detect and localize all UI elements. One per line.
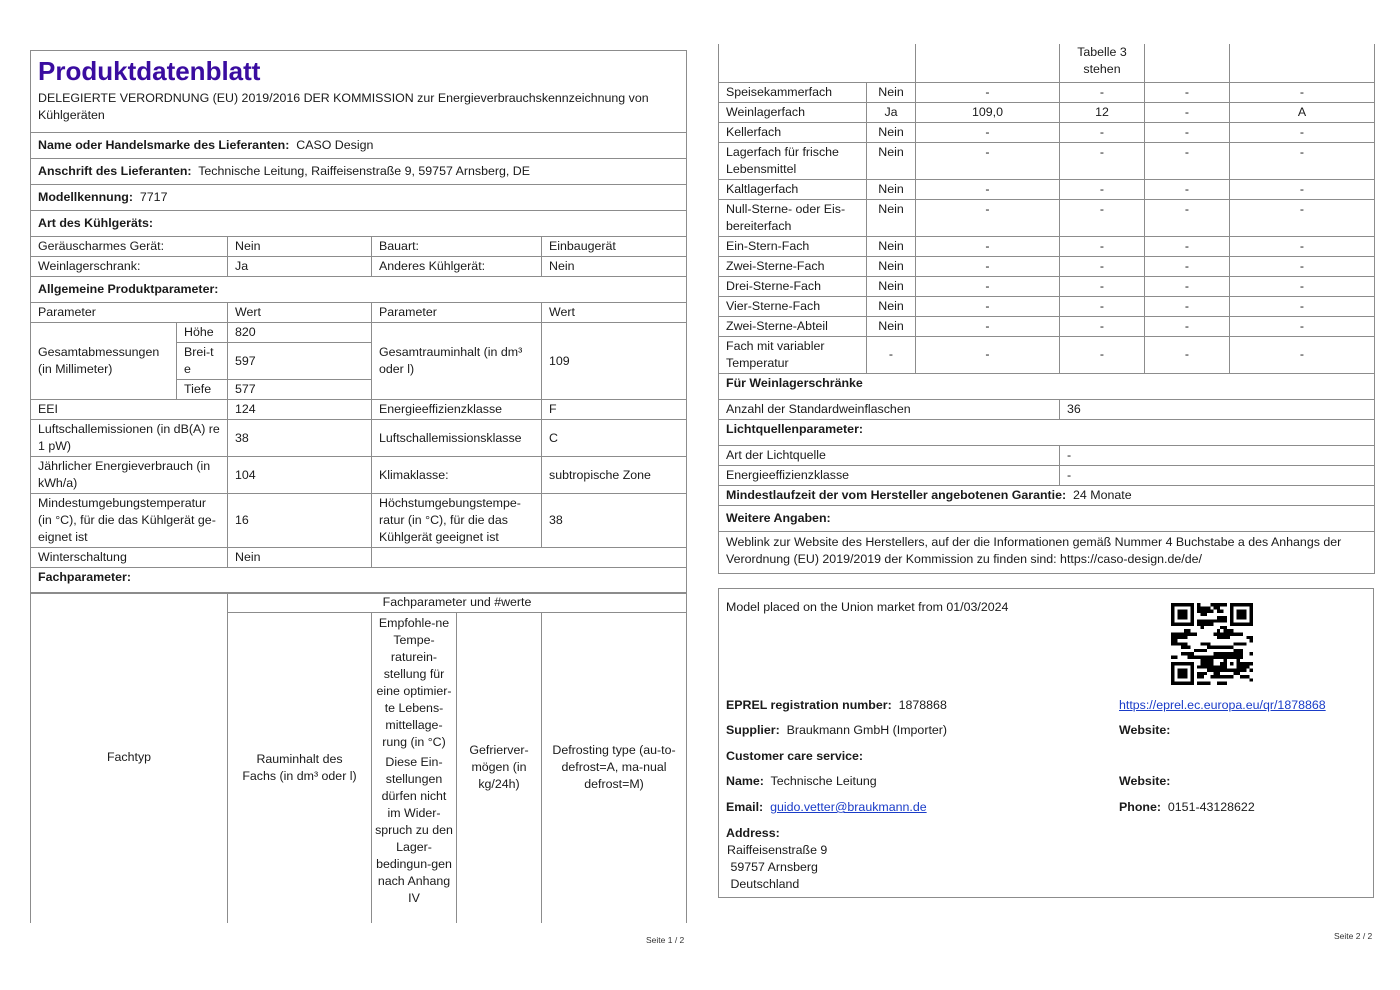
model-label: Modellkennung: — [38, 190, 133, 204]
param-label: Energieeffizienzklasse — [372, 400, 542, 420]
compartment-defrost: - — [1230, 316, 1375, 336]
website-label: Website: — [1119, 774, 1171, 788]
address-line: Deutschland — [727, 877, 800, 891]
compartment-present: Nein — [867, 179, 916, 199]
compartment-present: Nein — [867, 296, 916, 316]
compartment-freezing: - — [1145, 256, 1230, 276]
compartment-defrost: - — [1230, 199, 1375, 236]
temperature-header-a: Empfohle-ne Tempe-raturein-stellung für eine optimier-te Lebens-mittellage-rung (in °C) — [376, 616, 452, 749]
compartment-name: Ein-Stern-Fach — [719, 236, 867, 256]
compartment-volume: - — [916, 316, 1060, 336]
compartment-row — [719, 102, 1375, 122]
compartment-name: Weinlagerfach — [719, 102, 867, 122]
temperature-header-b: Diese Ein-stellungen dürfen nicht im Wider-spruch zu den Lager-bedingun-gen nach Anhang IV — [375, 755, 453, 905]
light-class-label: Energieeffizienzklasse — [719, 465, 1060, 485]
compartment-name: Kellerfach — [719, 122, 867, 142]
type-value-2: Nein — [542, 257, 687, 277]
param-header: Parameter — [372, 303, 542, 323]
compartment-volume: - — [916, 256, 1060, 276]
compartment-volume: - — [916, 236, 1060, 256]
email-label: Email: — [726, 800, 764, 814]
compartment-present: Nein — [867, 276, 916, 296]
param-value: 16 — [228, 494, 372, 548]
param-row — [31, 400, 687, 420]
email-link[interactable]: guido.vetter@braukmann.de — [770, 800, 927, 814]
col-freezing-capacity: Gefrierver-mögen (in kg/24h) — [457, 613, 542, 923]
compartment-defrost: - — [1230, 276, 1375, 296]
light-type-value: - — [1060, 445, 1375, 465]
type-row — [31, 237, 687, 257]
col-compartment-type: Fachtyp — [31, 593, 228, 923]
supplier-name-row — [31, 133, 687, 159]
compartment-temperature: - — [1060, 179, 1145, 199]
compartment-row — [719, 179, 1375, 199]
compartment-volume: - — [916, 276, 1060, 296]
col-temperature — [372, 613, 457, 923]
compartment-row — [719, 199, 1375, 236]
bottles-row — [719, 399, 1375, 419]
supplier-name-value: CASO Design — [296, 138, 374, 152]
depth-value: 577 — [228, 380, 372, 400]
general-params-heading: Allgemeine Produktparameter: — [31, 277, 687, 303]
compartment-freezing: - — [1145, 142, 1230, 179]
type-value-1: Ja — [228, 257, 372, 277]
compartment-temperature: - — [1060, 316, 1145, 336]
compartment-defrost: - — [1230, 82, 1375, 102]
warranty-row — [719, 485, 1375, 505]
compartment-temperature: - — [1060, 199, 1145, 236]
title-cell — [31, 51, 687, 133]
compartment-present: Nein — [867, 256, 916, 276]
height-label: Höhe — [177, 323, 228, 343]
compartment-row — [719, 336, 1375, 373]
wine-cabinet-heading: Für Weinlagerschränke — [719, 373, 1375, 399]
model-value: 7717 — [139, 190, 168, 204]
param-value: 38 — [228, 420, 372, 457]
compartment-row — [719, 276, 1375, 296]
winter-label: Winterschaltung — [31, 548, 228, 568]
empty-cell — [916, 44, 1060, 82]
param-label: Luftschallemissionen (in dB(A) re 1 pW) — [31, 420, 228, 457]
supplier-value: Braukmann GmbH (Importer) — [786, 723, 948, 737]
compartment-volume: - — [916, 336, 1060, 373]
warranty-value: 24 Monate — [1073, 487, 1132, 502]
compartment-row — [719, 256, 1375, 276]
param-row — [31, 457, 687, 494]
param-label: Luftschallemissionsklasse — [372, 420, 542, 457]
param-row — [31, 494, 687, 548]
customer-care-heading: Customer care service: — [726, 749, 864, 763]
compartment-row — [719, 122, 1375, 142]
total-volume-value: 109 — [542, 323, 687, 400]
param-label: Mindestumgebungstemperatur (in °C), für die das Kühlgerät ge-eignet ist — [31, 494, 228, 548]
compartment-defrost: - — [1230, 236, 1375, 256]
compartment-temperature: - — [1060, 142, 1145, 179]
type-label-2: Bauart: — [372, 237, 542, 257]
winter-value: Nein — [228, 548, 372, 568]
compartment-name: Drei-Sterne-Fach — [719, 276, 867, 296]
compartment-row — [719, 296, 1375, 316]
compartment-present: Ja — [867, 102, 916, 122]
type-label-2: Anderes Kühlgerät: — [372, 257, 542, 277]
value-header: Wert — [542, 303, 687, 323]
page-number: Seite 2 / 2 — [1334, 931, 1373, 941]
contact-name-value: Technische Leitung — [770, 774, 877, 788]
param-value: C — [542, 420, 687, 457]
dimensions-label: Gesamtabmessungen (in Millimeter) — [31, 323, 177, 400]
compartment-freezing: - — [1145, 199, 1230, 236]
address-line: Raiffeisenstraße 9 — [727, 843, 828, 857]
supplier-address-row — [31, 159, 687, 185]
bottles-label: Anzahl der Standardweinflaschen — [719, 399, 1060, 419]
param-value: 38 — [542, 494, 687, 548]
param-label: Jährlicher Energieverbrauch (in kWh/a) — [31, 457, 228, 494]
compartment-present: - — [867, 336, 916, 373]
supplier-name-label: Name oder Handelsmarke des Lieferanten: — [38, 138, 290, 152]
supplier-address-label: Anschrift des Lieferanten: — [38, 164, 192, 178]
winter-row — [31, 548, 687, 568]
compartment-freezing: - — [1145, 102, 1230, 122]
param-label: Klimaklasse: — [372, 457, 542, 494]
phone-label: Phone: — [1119, 800, 1161, 814]
compartment-temperature: - — [1060, 276, 1145, 296]
warranty-label: Mindestlaufzeit der vom Hersteller angebotenen Garantie: — [726, 487, 1067, 502]
compartment-header-table — [30, 592, 687, 923]
depth-label: Tiefe — [177, 380, 228, 400]
address-line: 59757 Arnsberg — [727, 860, 818, 874]
light-type-label: Art der Lichtquelle — [719, 445, 1060, 465]
compartment-defrost: - — [1230, 179, 1375, 199]
manufacturer-weblink-text: Weblink zur Website des Herstellers, auf der die Informationen gemäß Nummer 4 Buchstabe a des Anhangs der Verordnung (EU) 2019/2019 der Kommission zu finden sind: https://caso-design.de/de/ — [719, 531, 1375, 573]
address-label: Address: — [726, 826, 780, 840]
compartment-name: Vier-Sterne-Fach — [719, 296, 867, 316]
compartment-defrost: A — [1230, 102, 1375, 122]
compartment-freezing: - — [1145, 179, 1230, 199]
height-value: 820 — [228, 323, 372, 343]
supplier-label: Supplier: — [726, 723, 780, 737]
compartment-freezing: - — [1145, 236, 1230, 256]
type-label-1: Weinlagerschrank: — [31, 257, 228, 277]
type-value-1: Nein — [228, 237, 372, 257]
compartment-rows — [719, 82, 1375, 373]
compartment-name: Zwei-Sterne-Fach — [719, 256, 867, 276]
param-value: 104 — [228, 457, 372, 494]
param-header: Parameter — [31, 303, 228, 323]
compartment-freezing: - — [1145, 82, 1230, 102]
compartment-present: Nein — [867, 142, 916, 179]
eprel-info-box — [718, 588, 1374, 898]
compartment-temperature: - — [1060, 82, 1145, 102]
compartment-name: Speisekammerfach — [719, 82, 867, 102]
compartment-present: Nein — [867, 199, 916, 236]
website-label: Website: — [1119, 723, 1171, 737]
continued-header: Tabelle 3 stehen — [1060, 44, 1145, 82]
light-source-heading: Lichtquellenparameter: — [719, 419, 1375, 445]
param-value: subtropische Zone — [542, 457, 687, 494]
regulation-text: DELEGIERTE VERORDNUNG (EU) 2019/2016 DER KOMMISSION zur Energieverbrauchskennzeichnung von Kühlgeräten — [38, 91, 649, 122]
width-label: Brei-te — [177, 343, 228, 380]
supplier-address-value: Technische Leitung, Raiffeisenstraße 9, 59757 Arnsberg, DE — [198, 164, 530, 178]
compartment-row — [719, 82, 1375, 102]
empty-cell — [372, 548, 687, 568]
type-label-1: Geräuscharmes Gerät: — [31, 237, 228, 257]
compartment-freezing: - — [1145, 276, 1230, 296]
empty-cell — [719, 44, 916, 82]
empty-cell — [1145, 44, 1230, 82]
col-defrost-type: Defrosting type (au-to-defrost=A, ma-nual defrost=M) — [542, 613, 687, 923]
compartment-defrost: - — [1230, 336, 1375, 373]
compartment-volume: - — [916, 142, 1060, 179]
bottles-value: 36 — [1060, 399, 1375, 419]
compartment-row — [719, 142, 1375, 179]
compartment-volume: 109,0 — [916, 102, 1060, 122]
compartment-temperature: - — [1060, 296, 1145, 316]
appliance-type-heading: Art des Kühlgeräts: — [31, 211, 687, 237]
compartment-name: Kaltlagerfach — [719, 179, 867, 199]
param-value: 124 — [228, 400, 372, 420]
eprel-value: 1878868 — [898, 698, 947, 712]
width-value: 597 — [228, 343, 372, 380]
light-class-row — [719, 465, 1375, 485]
supplier-row — [726, 722, 947, 739]
light-type-row — [719, 445, 1375, 465]
eprel-label: EPREL registration number: — [726, 698, 892, 712]
phone-row — [1119, 799, 1255, 816]
compartment-present: Nein — [867, 122, 916, 142]
value-header: Wert — [228, 303, 372, 323]
light-class-value: - — [1060, 465, 1375, 485]
type-value-2: Einbaugerät — [542, 237, 687, 257]
eprel-row — [726, 697, 947, 714]
compartment-temperature: 12 — [1060, 102, 1145, 122]
compartment-defrost: - — [1230, 122, 1375, 142]
param-label: EEI — [31, 400, 228, 420]
compartment-freezing: - — [1145, 336, 1230, 373]
compartment-present: Nein — [867, 316, 916, 336]
phone-value: 0151-43128622 — [1167, 800, 1255, 814]
compartment-defrost: - — [1230, 296, 1375, 316]
compartment-table-continued — [718, 44, 1375, 574]
compartment-name: Zwei-Sterne-Abteil — [719, 316, 867, 336]
compartment-present: Nein — [867, 236, 916, 256]
compartment-volume: - — [916, 179, 1060, 199]
compartment-volume: - — [916, 296, 1060, 316]
contact-name-row — [726, 773, 877, 790]
compartment-row — [719, 316, 1375, 336]
page-title: Produktdatenblatt — [38, 56, 261, 86]
further-info-heading: Weitere Angaben: — [719, 505, 1375, 531]
page-number: Seite 1 / 2 — [646, 935, 685, 945]
email-row — [726, 799, 927, 816]
param-label: Höchstumgebungstempe-ratur (in °C), für die das Kühlgerät geeignet ist — [372, 494, 542, 548]
param-row — [31, 420, 687, 457]
eprel-link[interactable]: https://eprel.ec.europa.eu/qr/1878868 — [1119, 698, 1326, 712]
compartment-row — [719, 236, 1375, 256]
empty-cell — [1230, 44, 1375, 82]
param-value: F — [542, 400, 687, 420]
compartment-defrost: - — [1230, 256, 1375, 276]
compartment-temperature: - — [1060, 336, 1145, 373]
compartment-present: Nein — [867, 82, 916, 102]
contact-name-label: Name: — [726, 774, 764, 788]
compartment-params-heading: Fachparameter: — [31, 568, 687, 594]
compartment-volume: - — [916, 199, 1060, 236]
compartment-name: Null-Sterne- oder Eis-bereiterfach — [719, 199, 867, 236]
compartment-freezing: - — [1145, 316, 1230, 336]
total-volume-label: Gesamtrauminhalt (in dm³ oder l) — [372, 323, 542, 400]
col-volume: Rauminhalt des Fachs (in dm³ oder l) — [228, 613, 372, 923]
compartment-freezing: - — [1145, 296, 1230, 316]
compartment-name: Fach mit variabler Temperatur — [719, 336, 867, 373]
compartment-temperature: - — [1060, 256, 1145, 276]
qr-code-icon[interactable] — [1171, 603, 1253, 685]
model-row — [31, 185, 687, 211]
param-header-row — [31, 303, 687, 323]
compartment-freezing: - — [1145, 122, 1230, 142]
market-date: Model placed on the Union market from 01/03/2024 — [726, 600, 1009, 614]
compartment-name: Lagerfach für frische Lebensmittel — [719, 142, 867, 179]
compartment-defrost: - — [1230, 142, 1375, 179]
type-row — [31, 257, 687, 277]
compartment-volume: - — [916, 82, 1060, 102]
compartment-volume: - — [916, 122, 1060, 142]
compartment-temperature: - — [1060, 122, 1145, 142]
compartment-group-header: Fachparameter und #werte — [228, 593, 687, 613]
product-datasheet-table — [30, 50, 687, 594]
compartment-temperature: - — [1060, 236, 1145, 256]
